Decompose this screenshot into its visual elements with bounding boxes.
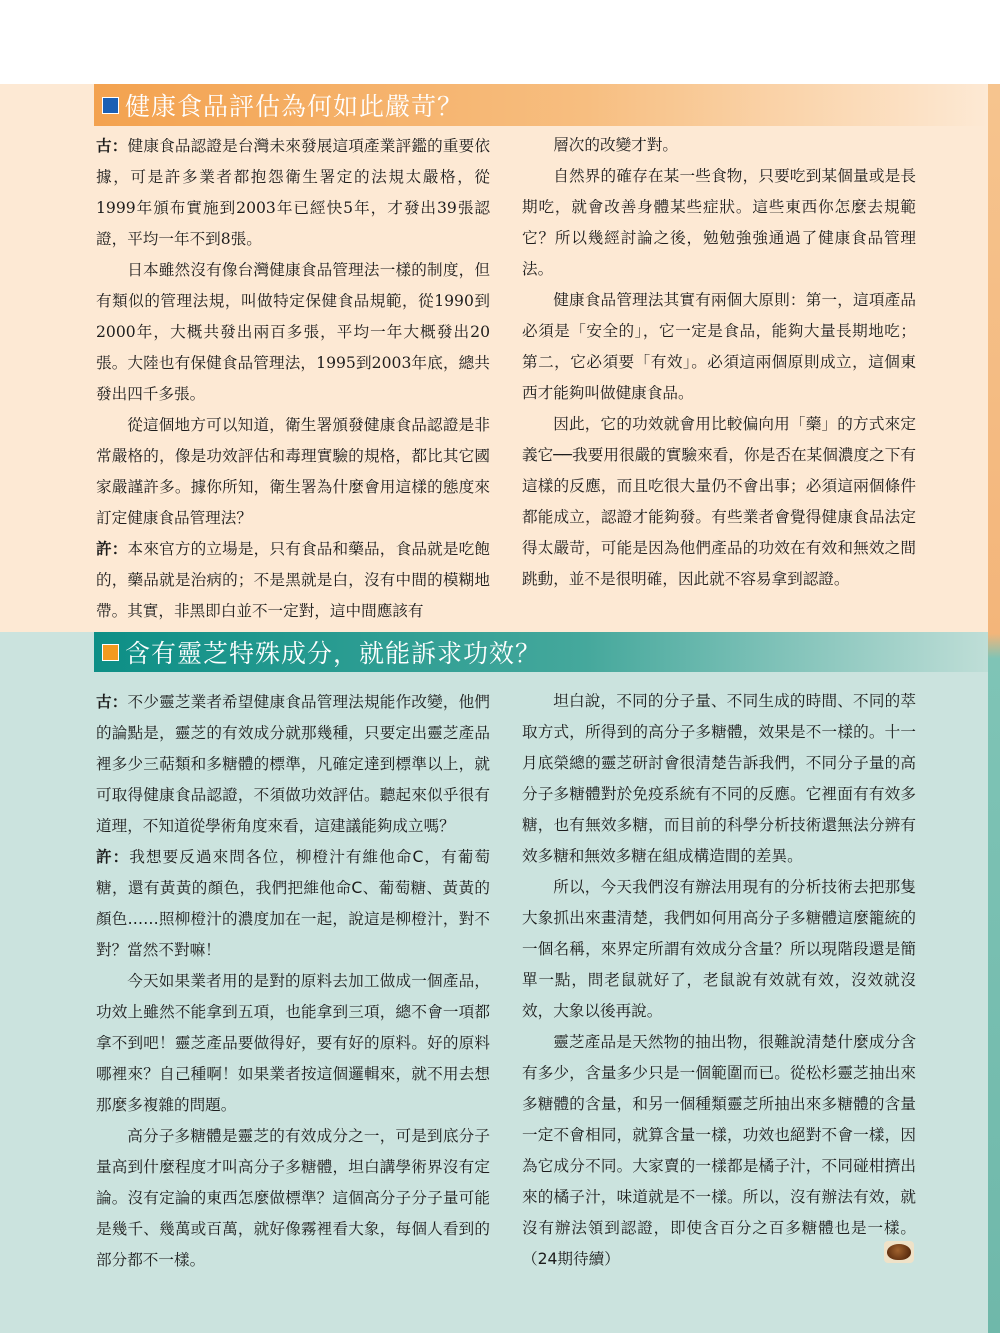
paragraph-text: 靈芝產品是天然物的抽出物，很難說清楚什麼成分含有多少，含量多少只是一個範圍而已。從松杉靈芝抽出來多糖體的含量，和另一個種類靈芝所抽出來多糖體的含量一定不會相同，就算含量一樣，功效也絕對不會一樣，因為它成分不同。大家賣的一樣都是橘子汁，不同碰柑擠出來的橘子汁，味道就是不一樣。所以，沒有辦法有效，就沒有辦法領到認證，即使含百分之百多糖體也是一樣。（24期待續） — [522, 1033, 916, 1268]
paragraph — [96, 534, 490, 627]
paragraph — [96, 410, 490, 534]
section1-title: 健康食品評估為何如此嚴苛？ — [125, 92, 464, 121]
paragraph-text: 我想要反過來問各位，柳橙汁有維他命C，有葡萄糖，還有黃黃的顏色，我們把維他命C、葡萄糖、黃黃的顏色……照柳橙汁的濃度加在一起，說這是柳橙汁，對不對？當然不對嘛！ — [96, 848, 490, 959]
paragraph — [96, 255, 490, 410]
section1-right-column — [522, 130, 916, 595]
section1-left-column — [96, 130, 490, 627]
side-color-strip — [988, 84, 1000, 1333]
paragraph-text: 日本雖然沒有像台灣健康食品管理法一樣的制度，但有類似的管理法規，叫做特定保健食品規範，從1990到2000年，大概共發出兩百多張，平均一年大概發出20張。大陸也有保健食品管理法，1995到2003年底，總共發出四千多張。 — [96, 261, 490, 403]
paragraph-text: 自然界的確存在某一些食物，只要吃到某個量或是長期吃，就會改善身體某些症狀。這些東西你怎麼去規範它？所以幾經討論之後，勉勉強強通過了健康食品管理法。 — [522, 167, 916, 278]
speaker-label: 許： — [96, 540, 128, 558]
paragraph — [522, 285, 916, 409]
section1-header — [94, 84, 988, 126]
paragraph — [522, 161, 916, 285]
paragraph — [96, 686, 490, 842]
paragraph — [522, 686, 916, 872]
paragraph — [96, 1121, 490, 1276]
section2-header — [94, 632, 988, 672]
paragraph — [522, 1027, 916, 1275]
paragraph — [96, 966, 490, 1121]
paragraph-text: 坦白說，不同的分子量、不同生成的時間、不同的萃取方式，所得到的高分子多糖體，效果是不一樣的。十一月底榮總的靈芝研討會很清楚告訴我們，不同分子量的高分子多糖體對於免疫系統有不同的反應。它裡面有有效多糖，也有無效多糖，而目前的科學分析技術還無法分辨有效多糖和無效多糖在組成構造間的差異。 — [522, 692, 916, 865]
blue-square-marker-icon — [102, 97, 119, 114]
section2-left-column — [96, 686, 490, 1276]
paragraph-text: 健康食品認證是台灣未來發展這項產業評鑑的重要依據，可是許多業者都抱怨衛生署定的法規太嚴格，從1999年頒布實施到2003年已經快5年，才發出39張認證，平均一年不到8張。 — [96, 137, 490, 248]
orange-square-marker-icon — [102, 644, 119, 661]
paragraph-text: 本來官方的立場是，只有食品和藥品，食品就是吃飽的，藥品就是治病的；不是黑就是白，沒有中間的模糊地帶。其實，非黑即白並不一定對，這中間應該有 — [96, 540, 490, 620]
paragraph-text: 層次的改變才對。 — [553, 136, 678, 154]
paragraph — [522, 130, 916, 161]
speaker-label: 古： — [96, 692, 128, 711]
paragraph-text: 高分子多糖體是靈芝的有效成分之一，可是到底分子量高到什麼程度才叫高分子多糖體，坦白講學術界沒有定論。沒有定論的東西怎麼做標準？這個高分子分子量可能是幾千、幾萬或百萬，就好像霧裡看大象，每個人看到的部分都不一樣。 — [96, 1127, 490, 1269]
section2-title: 含有靈芝特殊成分，就能訴求功效？ — [125, 639, 542, 668]
paragraph-text: 所以，今天我們沒有辦法用現有的分析技術去把那隻大象抓出來畫清楚，我們如何用高分子多糖體這麼籠統的一個名稱，來界定所謂有效成分含量？所以現階段還是簡單一點，問老鼠就好了，老鼠說有效就有效，沒效就沒效，大象以後再說。 — [522, 878, 916, 1020]
speaker-label: 許： — [96, 848, 130, 866]
paragraph-text: 健康食品管理法其實有兩個大原則：第一，這項產品必須是「安全的」，它一定是食品，能夠大量長期地吃；第二，它必須要「有效」。必須這兩個原則成立，這個東西才能夠叫做健康食品。 — [522, 291, 916, 402]
paragraph — [96, 130, 490, 255]
paragraph — [522, 409, 916, 595]
paragraph — [522, 872, 916, 1027]
section2-right-column — [522, 686, 916, 1275]
lingzhi-mushroom-icon — [884, 1241, 914, 1263]
paragraph-text: 從這個地方可以知道，衛生署頒發健康食品認證是非常嚴格的，像是功效評估和毒理實驗的規格，都比其它國家嚴謹許多。據你所知，衛生署為什麼會用這樣的態度來訂定健康食品管理法？ — [96, 416, 490, 527]
paragraph-text: 不少靈芝業者希望健康食品管理法規能作改變，他們的論點是，靈芝的有效成分就那幾種，只要定出靈芝產品裡多少三萜類和多糖體的標準，凡確定達到標準以上，就可取得健康食品認證，不須做功效評估。聽起來似乎很有道理，不知道從學術角度來看，這建議能夠成立嗎？ — [96, 693, 490, 835]
paragraph-text: 今天如果業者用的是對的原料去加工做成一個產品，功效上雖然不能拿到五項，也能拿到三項，總不會一項都拿不到吧！靈芝產品要做得好，要有好的原料。好的原料哪裡來？自己種啊！如果業者按這個邏輯來，就不用去想那麼多複雜的問題。 — [96, 972, 490, 1114]
speaker-label: 古： — [96, 136, 128, 155]
paragraph-text: 因此，它的功效就會用比較偏向用「藥」的方式來定義它──我要用很嚴的實驗來看，你是否在某個濃度之下有這樣的反應，而且吃很大量仍不會出事；必須這兩個條件都能成立，認證才能夠發。有些業者會覺得健康食品法定得太嚴苛，可能是因為他們產品的功效在有效和無效之間跳動，並不是很明確，因此就不容易拿到認證。 — [522, 415, 916, 588]
paragraph — [96, 842, 490, 966]
